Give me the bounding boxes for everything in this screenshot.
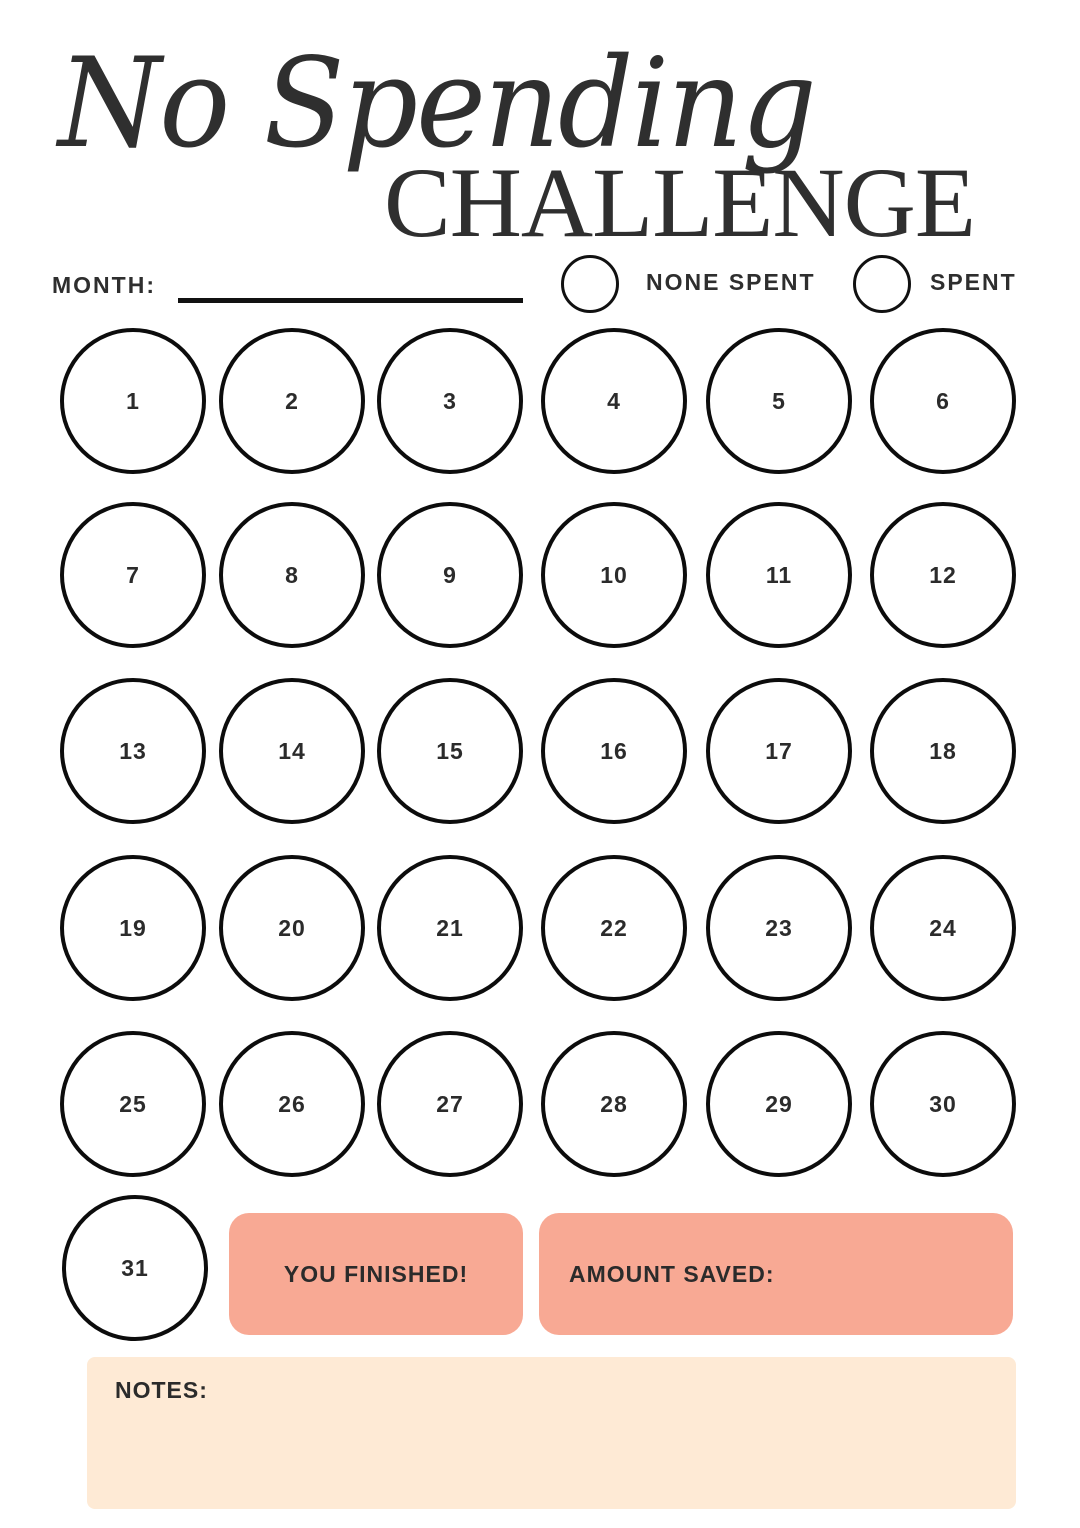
legend-spent-circle-icon <box>853 255 911 313</box>
day-circle-30[interactable]: 30 <box>870 1031 1016 1177</box>
day-circle-12[interactable]: 12 <box>870 502 1016 648</box>
day-circle-28[interactable]: 28 <box>541 1031 687 1177</box>
notes-label: NOTES: <box>115 1377 208 1403</box>
day-circle-22[interactable]: 22 <box>541 855 687 1001</box>
day-circle-24[interactable]: 24 <box>870 855 1016 1001</box>
day-circle-2[interactable]: 2 <box>219 328 365 474</box>
day-circle-11[interactable]: 11 <box>706 502 852 648</box>
day-circle-4[interactable]: 4 <box>541 328 687 474</box>
day-circle-9[interactable]: 9 <box>377 502 523 648</box>
day-circle-10[interactable]: 10 <box>541 502 687 648</box>
day-circle-31[interactable]: 31 <box>62 1195 208 1341</box>
amount-saved-box[interactable] <box>539 1213 1013 1335</box>
title-challenge: CHALLENGE <box>384 147 975 258</box>
month-input-line[interactable] <box>178 298 523 303</box>
day-circle-26[interactable]: 26 <box>219 1031 365 1177</box>
day-circle-15[interactable]: 15 <box>377 678 523 824</box>
you-finished-label: YOU FINISHED! <box>283 1260 469 1287</box>
day-circle-1[interactable]: 1 <box>60 328 206 474</box>
day-circle-8[interactable]: 8 <box>219 502 365 648</box>
amount-saved-label: AMOUNT SAVED: <box>569 1260 775 1287</box>
title-script: No Spending <box>58 30 815 176</box>
day-circle-14[interactable]: 14 <box>219 678 365 824</box>
you-finished-box <box>229 1213 523 1335</box>
legend-spent-label: SPENT <box>930 269 1017 295</box>
day-circle-17[interactable]: 17 <box>706 678 852 824</box>
legend-none-spent-label: NONE SPENT <box>646 269 816 295</box>
day-circle-13[interactable]: 13 <box>60 678 206 824</box>
day-circle-7[interactable]: 7 <box>60 502 206 648</box>
day-circle-25[interactable]: 25 <box>60 1031 206 1177</box>
day-circle-18[interactable]: 18 <box>870 678 1016 824</box>
legend-none-spent-circle-icon <box>561 255 619 313</box>
day-circle-23[interactable]: 23 <box>706 855 852 1001</box>
notes-box[interactable] <box>87 1357 1016 1509</box>
day-circle-16[interactable]: 16 <box>541 678 687 824</box>
day-circle-29[interactable]: 29 <box>706 1031 852 1177</box>
day-circle-20[interactable]: 20 <box>219 855 365 1001</box>
day-circle-6[interactable]: 6 <box>870 328 1016 474</box>
day-circle-21[interactable]: 21 <box>377 855 523 1001</box>
day-circle-3[interactable]: 3 <box>377 328 523 474</box>
month-label: MONTH: <box>52 272 156 298</box>
day-circle-5[interactable]: 5 <box>706 328 852 474</box>
day-circle-27[interactable]: 27 <box>377 1031 523 1177</box>
day-circle-19[interactable]: 19 <box>60 855 206 1001</box>
